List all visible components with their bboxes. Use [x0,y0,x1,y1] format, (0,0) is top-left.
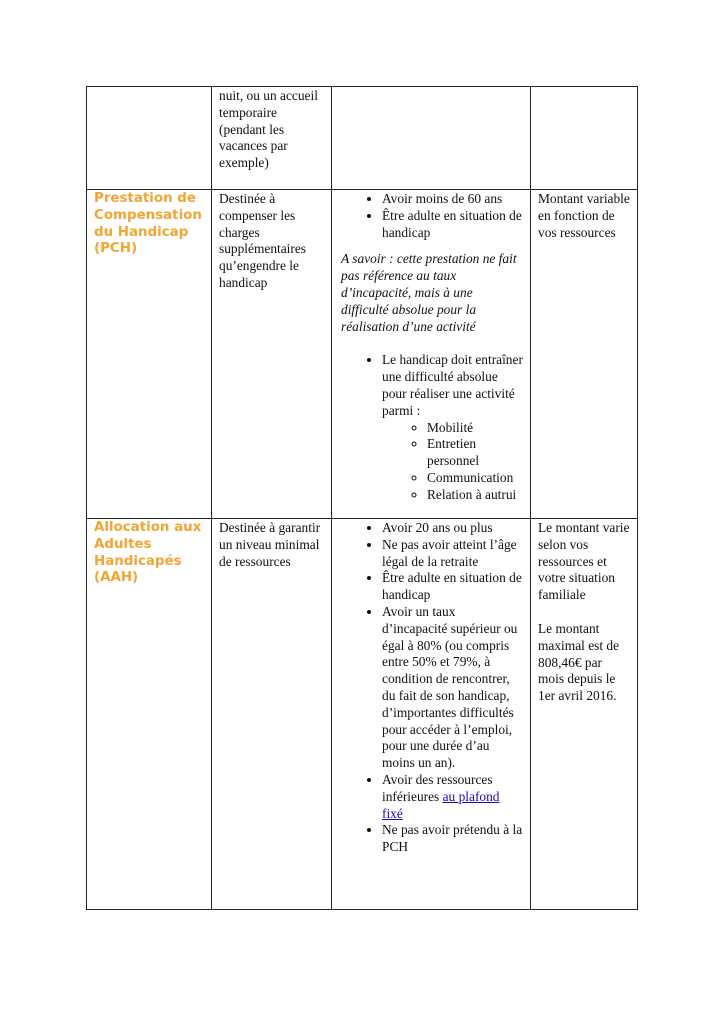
amount-text: Le montant varie selon vos ressources et votre situation familiale [538,520,630,603]
max-amount-text: Le montant maximal est de 808,46€ par mois depuis le 1er avril 2016. [538,620,620,704]
description-text: Destinée à compenser les charges supplémentaires qu’engendre le handicap [219,191,307,290]
list-item: • Être adulte en situation de handicap [382,570,523,604]
benefit-description-cell [212,519,332,910]
list-item: • Ne pas avoir atteint l’âge légal de la retraite [382,537,523,571]
table-row [87,87,638,190]
income-ceiling-link[interactable]: au plafond fixé [382,788,500,821]
amount-cell [531,87,638,190]
benefit-description-cell [212,190,332,519]
list-item: • Ne pas avoir prétendu à la PCH [382,822,523,856]
list-item: ◦ Entretien personnel [427,436,523,470]
description-text: Destinée à garantir un niveau minimal de ressources [219,520,321,569]
benefit-description-cell [212,87,332,190]
benefit-name-aah: Allocation aux Adultes Handicapés (AAH) [87,519,212,910]
conditions-cell [332,87,531,190]
resources-condition-text: Avoir des ressources inférieures [382,771,493,804]
benefits-table [86,86,638,910]
conditions-cell [332,519,531,910]
amount-text: Montant variable en fonction de vos ressources [538,191,630,240]
amount-cell [531,190,638,519]
list-item: • Avoir 20 ans ou plus [382,520,523,537]
table-row [87,519,638,910]
conditions-list [339,520,523,856]
conditions-list [339,191,523,241]
list-item: ◦ Communication [427,470,523,487]
list-item: • Avoir moins de 60 ans [382,191,523,208]
activity-condition-text: Le handicap doit entraîner une difficulté absolue pour réaliser une activité parmi : [382,352,523,418]
list-item: • Avoir un taux d’incapacité supérieur ou égal à 80% (ou compris entre 50% et 79%, à condition de rencontrer, du fait de son handicap, d’importantes difficultés pour accéder à l’emploi, pour une durée d’au moins un an). [382,604,523,772]
table-row [87,190,638,519]
activities-list [382,420,523,504]
benefit-name-cell [87,87,212,190]
benefit-name-pch: Prestation de Compensation du Handicap (PCH) [87,190,212,519]
list-item: ◦ Relation à autrui [427,487,523,504]
conditions-cell [332,190,531,519]
amount-cell [531,519,638,910]
list-item [382,772,523,822]
list-item: • Être adulte en situation de handicap [382,208,523,242]
note-text: A savoir : cette prestation ne fait pas référence au taux d’incapacité, mais à une difficulté absolue pour la réalisation d’une activité [341,251,517,334]
activity-condition-list [339,352,523,503]
list-item: ◦ Mobilité [427,420,523,437]
description-text: nuit, ou un accueil temporaire (pendant les vacances par exemple) [219,88,318,171]
list-item [382,352,523,503]
